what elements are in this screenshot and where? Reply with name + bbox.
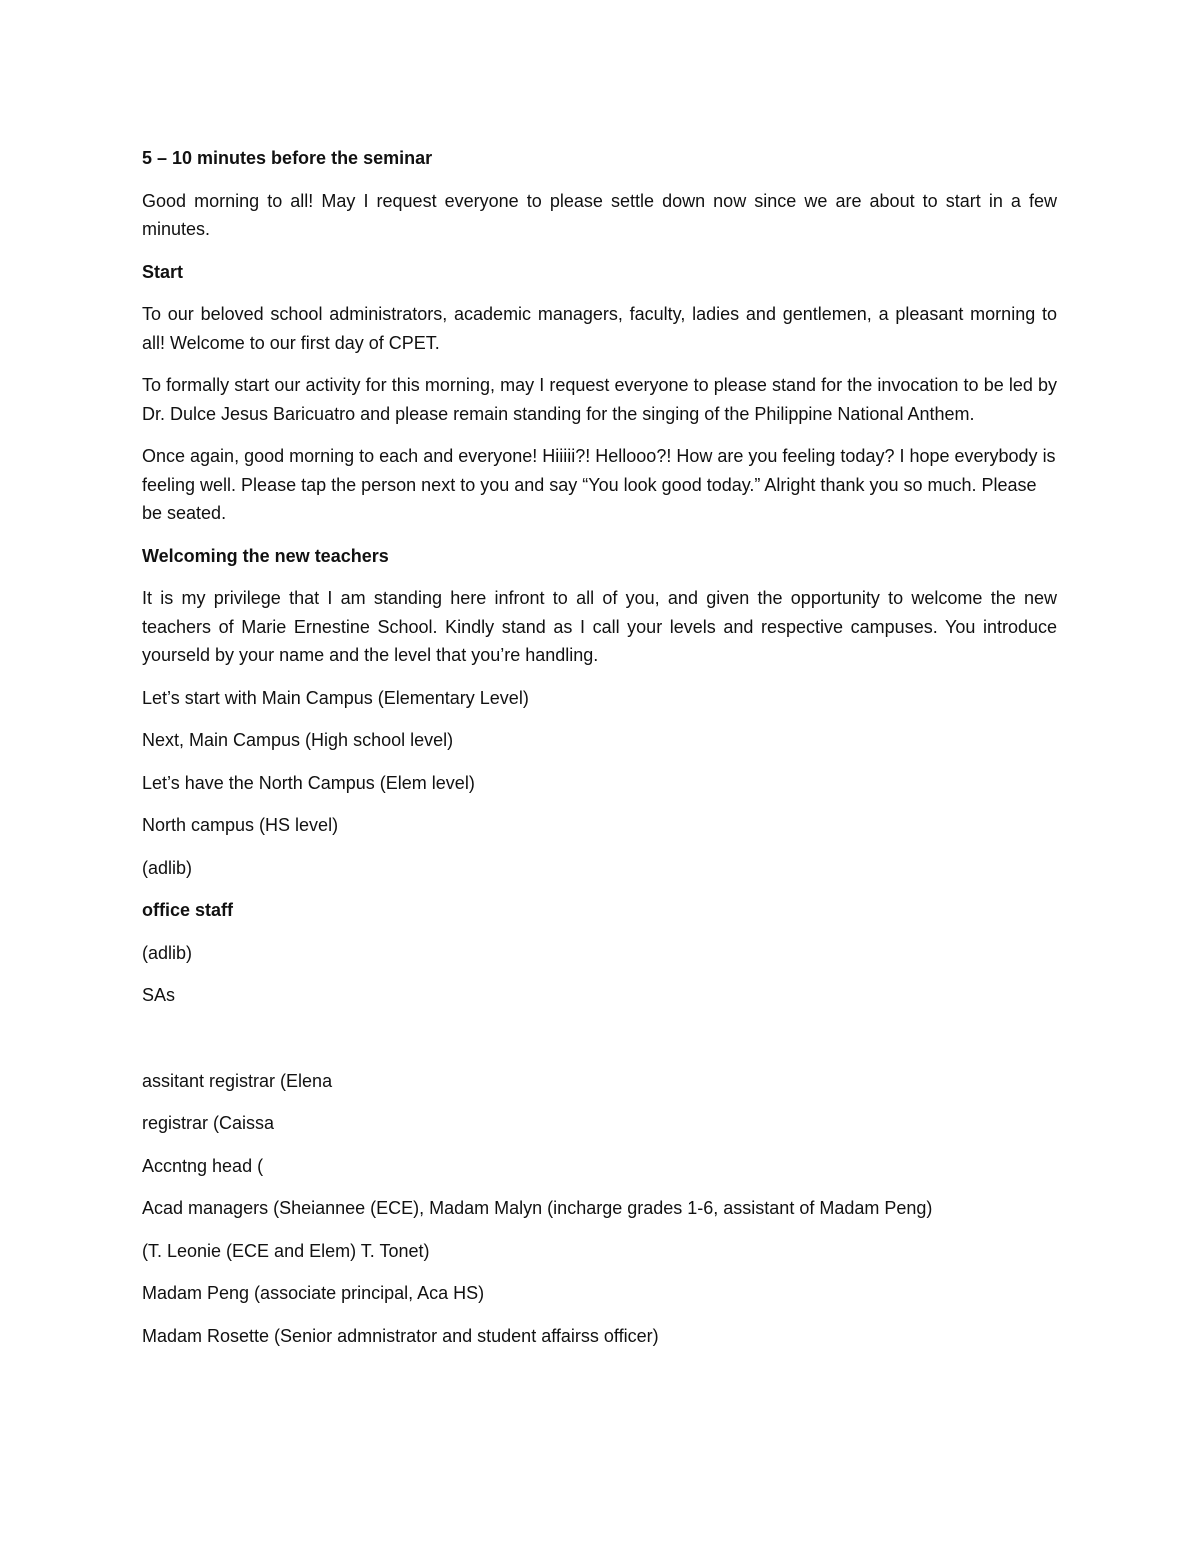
heading-before-seminar: 5 – 10 minutes before the seminar [142,148,433,168]
line-north-campus-hs: North campus (HS level) [142,815,339,835]
paragraph-settle-down: Good morning to all! May I request everyone to please settle down now since we are about to start in a few minutes. [142,190,1057,239]
line-accounting-head: Accntng head ( [142,1155,264,1176]
blank-line [142,1024,1057,1067]
line-acad-managers: Acad managers (Sheiannee (ECE), Madam Malyn (incharge grades 1-6, assistant of Madam Peng) [142,1198,933,1218]
heading-office-staff: office staff [142,900,234,920]
heading-welcoming-new-teachers: Welcoming the new teachers [142,545,389,566]
line-north-campus-elem: Let’s have the North Campus (Elem level) [142,772,475,793]
line-madam-rosette: Madam Rosette (Senior admnistrator and student affairss officer) [142,1325,659,1346]
document-body [142,144,1057,1364]
paragraph-greeting: Once again, good morning to each and everyone! Hiiiii?! Hellooo?! How are you feeling today? I hope everybody is feeling well. Please tap the person next to you and say “You look good today.” Alright thank you so much. Please be seated. [142,446,1056,523]
line-assistant-registrar: assitant registrar (Elena [142,1070,333,1091]
line-madam-peng: Madam Peng (associate principal, Aca HS) [142,1283,485,1303]
line-main-campus-high-school: Next, Main Campus (High school level) [142,730,454,750]
line-leonie-tonet: (T. Leonie (ECE and Elem) T. Tonet) [142,1240,430,1261]
paragraph-invocation: To formally start our activity for this morning, may I request everyone to please stand for the invocation to be led by Dr. Dulce Jesus Baricuatro and please remain standing for the singing of the Philippine National Anthem. [142,375,1057,424]
line-adlib-second: (adlib) [142,942,193,963]
paragraph-welcome: To our beloved school administrators, academic managers, faculty, ladies and gentlemen, a pleasant morning to all! Welcome to our first day of CPET. [142,304,1057,353]
line-adlib-first: (adlib) [142,857,193,878]
heading-start: Start [142,261,184,282]
line-registrar: registrar (Caissa [142,1113,275,1133]
line-main-campus-elementary: Let’s start with Main Campus (Elementary Level) [142,687,529,708]
paragraph-privilege: It is my privilege that I am standing here infront to all of you, and given the opportunity to welcome the new teachers of Marie Ernestine School. Kindly stand as I call your levels and respective campuses. You introduce yourseld by your name and the level that you’re handling. [142,588,1057,665]
line-sas: SAs [142,985,176,1005]
